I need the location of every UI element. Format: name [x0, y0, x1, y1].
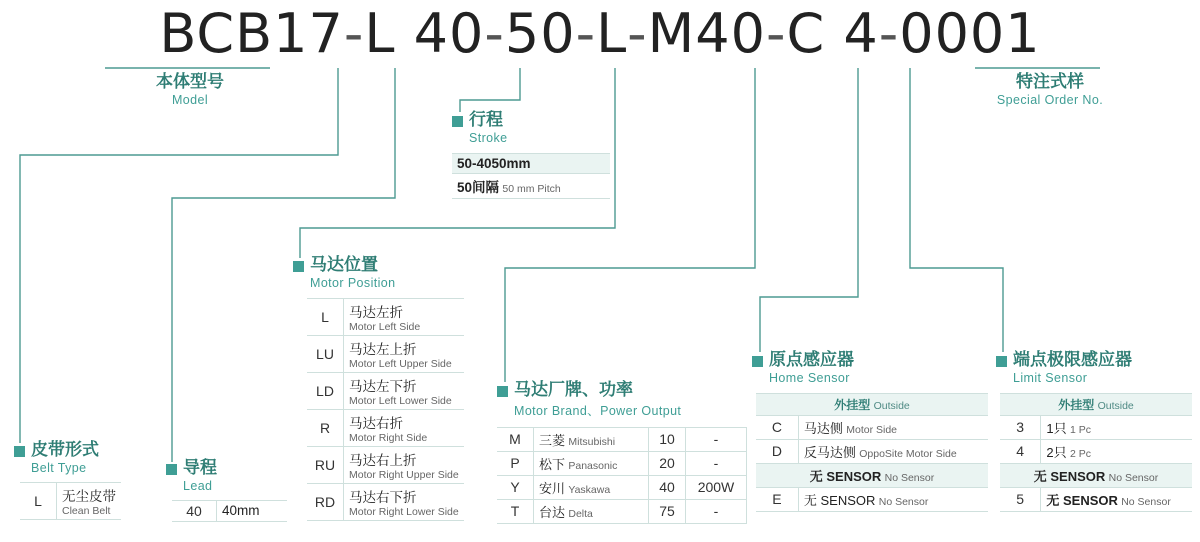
- table-header-row: [1000, 393, 1192, 415]
- motor-brand-en: Delta: [568, 507, 593, 520]
- limit-sensor-cn: 1只: [1046, 420, 1067, 436]
- lead-key: 40: [172, 500, 217, 521]
- home-sensor-en: Motor Side: [846, 423, 898, 436]
- limit-sensor-en: No Sensor: [1121, 495, 1171, 508]
- group-home-sensor-title-en: Home Sensor: [769, 370, 850, 385]
- stroke-range: 50-4050mm: [457, 155, 531, 171]
- home-sensor-table: [756, 393, 988, 512]
- bullet-square-icon: [452, 116, 463, 127]
- belt-type-cn: 无尘皮带: [62, 488, 116, 504]
- limit-sensor-nosensor-en: No Sensor: [1108, 471, 1159, 484]
- home-sensor-key: E: [756, 487, 798, 511]
- table-row: [172, 500, 287, 521]
- table-row: [756, 415, 988, 439]
- group-limit-sensor-title-cn: 端点极限感应器: [1013, 350, 1132, 369]
- motor-position-en: Motor Right Lower Side: [349, 505, 459, 518]
- power-value: -: [686, 499, 747, 523]
- group-motor-brand-title-cn: 马达厂牌、功率: [514, 380, 633, 399]
- home-sensor-cn: 马达侧: [803, 420, 843, 436]
- group-motor-position-title-en: Motor Position: [310, 275, 396, 290]
- table-row: [307, 372, 464, 409]
- home-sensor-nosensor-en: No Sensor: [884, 471, 935, 484]
- home-sensor-cn: 反马达侧: [803, 444, 856, 460]
- bullet-square-icon: [14, 446, 25, 457]
- table-row: [756, 487, 988, 511]
- group-home-sensor-head: [752, 350, 988, 385]
- code-part-motor-brand: M40: [647, 2, 766, 65]
- limit-sensor-en: 1 Pc: [1069, 423, 1091, 436]
- belt-type-en: Clean Belt: [62, 504, 111, 517]
- power-value: -: [686, 451, 747, 475]
- limit-sensor-key: 5: [1000, 487, 1041, 511]
- code-part-sensors: C 4: [786, 2, 879, 65]
- code-part-belt-lead: L 40: [364, 2, 485, 65]
- table-row: [1000, 463, 1192, 487]
- group-belt-type-title-en: Belt Type: [31, 460, 87, 475]
- power-key: 75: [649, 499, 686, 523]
- home-sensor-key: C: [756, 415, 798, 439]
- table-row: [307, 409, 464, 446]
- motor-position-cn: 马达左上折: [349, 341, 417, 357]
- table-row: [1000, 415, 1192, 439]
- motor-brand-en: Panasonic: [568, 459, 618, 472]
- home-sensor-header-en: Outside: [873, 399, 910, 412]
- home-sensor-en: No Sensor: [878, 495, 929, 508]
- group-belt-type-title-cn: 皮带形式: [31, 440, 99, 459]
- power-value: -: [686, 427, 747, 451]
- motor-brand-key: P: [497, 451, 534, 475]
- limit-sensor-nosensor-cn: 无 SENSOR: [1033, 468, 1106, 484]
- table-row: [756, 463, 988, 487]
- group-model-title-cn: 本体型号: [156, 72, 224, 91]
- table-header-row: [756, 393, 988, 415]
- belt-type-key: L: [20, 482, 57, 519]
- limit-sensor-key: 3: [1000, 415, 1041, 439]
- motor-position-cn: 马达左折: [349, 304, 403, 320]
- motor-brand-en: Yaskawa: [568, 483, 611, 496]
- code-dash-4: -: [627, 2, 648, 65]
- group-lead-title-cn: 导程: [183, 458, 217, 477]
- code-dash-3: -: [575, 2, 597, 65]
- lead-value: 40mm: [222, 503, 260, 519]
- group-stroke: [452, 110, 610, 199]
- bullet-square-icon: [996, 356, 1007, 367]
- code-dash-5: -: [765, 2, 787, 65]
- motor-position-key: RD: [307, 483, 344, 520]
- lead-table: [172, 500, 287, 522]
- home-sensor-nosensor-cn: 无 SENSOR: [809, 468, 882, 484]
- power-value: 200W: [686, 475, 747, 499]
- group-special-title-cn: 特注式样: [1016, 72, 1084, 91]
- table-row: [756, 439, 988, 463]
- limit-sensor-header-cn: 外挂型: [1058, 397, 1095, 412]
- code-dash-1: -: [343, 2, 365, 65]
- table-row: [307, 298, 464, 335]
- group-motor-brand-head: [497, 380, 747, 419]
- group-motor-position-title-cn: 马达位置: [310, 255, 378, 274]
- motor-position-cn: 马达右折: [349, 415, 403, 431]
- group-motor-brand: [497, 380, 747, 524]
- group-special-title-en: Special Order No.: [996, 92, 1104, 107]
- power-key: 10: [649, 427, 686, 451]
- motor-position-en: Motor Right Upper Side: [349, 468, 459, 481]
- group-home-sensor: [752, 350, 988, 512]
- motor-position-en: Motor Left Upper Side: [349, 357, 452, 370]
- motor-position-en: Motor Right Side: [349, 431, 428, 444]
- limit-sensor-cn: 无 SENSOR: [1046, 492, 1118, 508]
- motor-position-cn: 马达右上折: [349, 452, 417, 468]
- table-row: [1000, 439, 1192, 463]
- motor-position-key: L: [307, 298, 344, 335]
- motor-position-table: [307, 298, 464, 521]
- motor-position-en: Motor Left Side: [349, 320, 421, 333]
- table-row: [20, 482, 121, 519]
- home-sensor-key: D: [756, 439, 798, 463]
- group-lead-title-en: Lead: [183, 478, 213, 493]
- motor-position-cn: 马达左下折: [349, 378, 417, 394]
- limit-sensor-en: 2 Pc: [1069, 447, 1091, 460]
- group-limit-sensor-title-en: Limit Sensor: [1013, 370, 1088, 385]
- group-motor-position: [293, 255, 464, 521]
- limit-sensor-header-en: Outside: [1097, 399, 1134, 412]
- group-belt-type-head: [14, 440, 121, 475]
- motor-brand-cn: 三菱: [539, 432, 566, 448]
- motor-position-key: RU: [307, 446, 344, 483]
- group-stroke-title-en: Stroke: [469, 130, 508, 145]
- table-row: [497, 451, 747, 475]
- stroke-pitch-cn: 50间隔: [457, 179, 500, 195]
- group-lead-head: [166, 458, 287, 493]
- group-motor-brand-title-en: Motor Brand、Power Output: [514, 403, 682, 418]
- code-part-stroke: 50: [504, 2, 576, 65]
- table-row: [1000, 487, 1192, 511]
- motor-brand-table: [497, 427, 747, 524]
- limit-sensor-table: [1000, 393, 1192, 512]
- power-key: 20: [649, 451, 686, 475]
- motor-position-key: R: [307, 409, 344, 446]
- motor-position-cn: 马达右下折: [349, 489, 417, 505]
- group-home-sensor-title-cn: 原点感应器: [769, 350, 854, 369]
- group-limit-sensor: [996, 350, 1192, 512]
- bullet-square-icon: [293, 261, 304, 272]
- table-row: [307, 335, 464, 372]
- power-key: 40: [649, 475, 686, 499]
- motor-brand-key: T: [497, 499, 534, 523]
- table-row: [307, 446, 464, 483]
- motor-position-key: LU: [307, 335, 344, 372]
- group-belt-type: [14, 440, 121, 520]
- limit-sensor-cn: 2只: [1046, 444, 1067, 460]
- belt-type-table: [20, 482, 121, 520]
- table-row: [452, 153, 610, 173]
- motor-brand-cn: 安川: [539, 480, 566, 496]
- table-row: [497, 499, 747, 523]
- bullet-square-icon: [166, 464, 177, 475]
- table-row: [497, 475, 747, 499]
- table-row: [497, 427, 747, 451]
- motor-brand-cn: 台达: [539, 504, 566, 520]
- code-part-motor-position: L: [596, 2, 628, 65]
- bullet-square-icon: [497, 386, 508, 397]
- group-limit-sensor-head: [996, 350, 1192, 385]
- group-stroke-title-cn: 行程: [469, 110, 503, 129]
- group-motor-position-head: [293, 255, 464, 290]
- home-sensor-en: OppoSite Motor Side: [859, 447, 957, 460]
- group-lead: [166, 458, 287, 522]
- motor-position-en: Motor Left Lower Side: [349, 394, 452, 407]
- code-dash-6: -: [878, 2, 900, 65]
- motor-brand-key: Y: [497, 475, 534, 499]
- group-model: [110, 72, 270, 107]
- code-part-special: 0001: [899, 2, 1041, 65]
- group-special-order: [965, 72, 1135, 107]
- home-sensor-header-cn: 外挂型: [834, 397, 871, 412]
- motor-brand-key: M: [497, 427, 534, 451]
- group-model-title-en: Model: [171, 92, 209, 107]
- bullet-square-icon: [752, 356, 763, 367]
- motor-position-key: LD: [307, 372, 344, 409]
- code-part-model: BCB17: [159, 2, 344, 65]
- home-sensor-cn: 无 SENSOR: [803, 492, 876, 508]
- table-row: [307, 483, 464, 520]
- code-dash-2: -: [484, 2, 505, 65]
- motor-brand-cn: 松下: [539, 456, 566, 472]
- motor-brand-en: Mitsubishi: [568, 435, 616, 448]
- table-row: [452, 173, 610, 198]
- stroke-table: [452, 153, 610, 199]
- group-stroke-head: [452, 110, 610, 145]
- stroke-pitch-en: 50 mm Pitch: [502, 182, 561, 195]
- limit-sensor-key: 4: [1000, 439, 1041, 463]
